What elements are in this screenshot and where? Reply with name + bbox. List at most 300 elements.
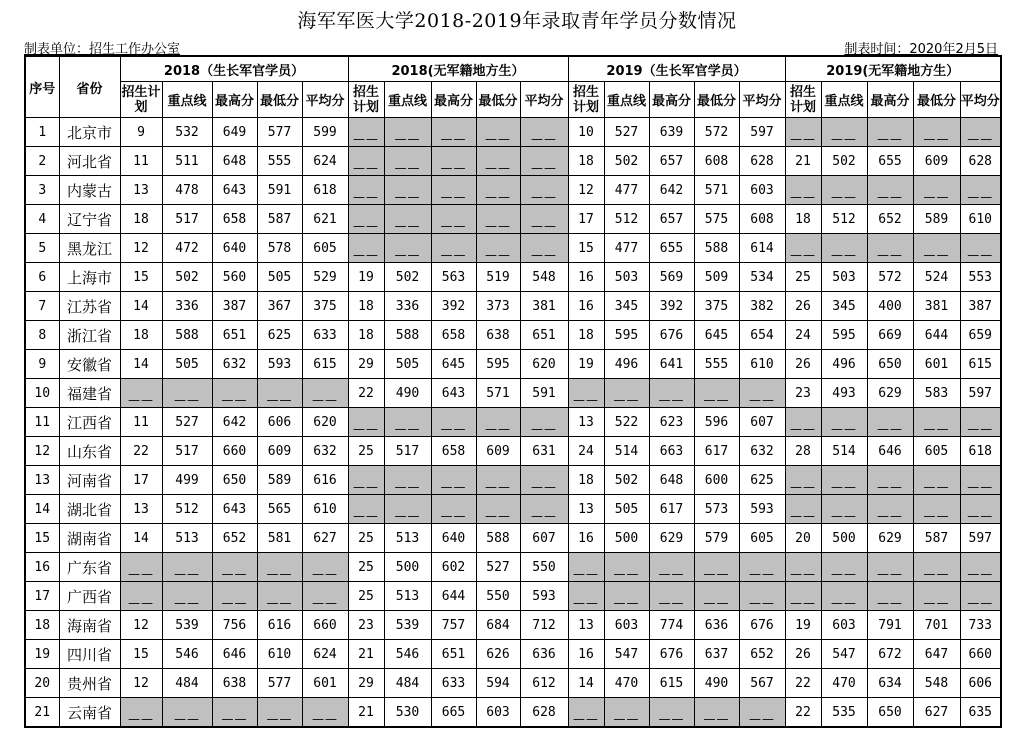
cell-not-applicable: ——: [604, 698, 649, 728]
cell-avg-score: 382: [739, 292, 785, 321]
cell-plan: 12: [120, 234, 162, 263]
cell-plan: 22: [120, 437, 162, 466]
cell-plan: 15: [120, 263, 162, 292]
cell-avg-score: 660: [302, 611, 348, 640]
cell-not-applicable: ——: [694, 698, 739, 728]
cell-max-score: 658: [431, 437, 476, 466]
cell-not-applicable: ——: [785, 553, 821, 582]
table-row: [25, 524, 1001, 553]
cell-plan: 11: [120, 408, 162, 437]
cell-min-score: 548: [913, 669, 960, 698]
cell-avg-score: 635: [960, 698, 1001, 728]
cell-not-applicable: ——: [302, 582, 348, 611]
cell-max-score: 643: [212, 176, 257, 205]
table-row: [25, 321, 1001, 350]
cell-min-score: 524: [913, 263, 960, 292]
cell-not-applicable: ——: [568, 582, 604, 611]
cell-min-score: 617: [694, 437, 739, 466]
cell-plan: 13: [568, 611, 604, 640]
cell-plan: 16: [568, 292, 604, 321]
cell-max-score: 774: [649, 611, 694, 640]
cell-avg-score: 605: [739, 524, 785, 553]
cell-avg-score: 628: [520, 698, 568, 728]
cell-max-score: 651: [212, 321, 257, 350]
cell-min-score: 637: [694, 640, 739, 669]
cell-not-applicable: ——: [162, 553, 212, 582]
row-province: 福建省: [59, 379, 120, 408]
cell-min-score: 572: [694, 118, 739, 147]
cell-max-score: 791: [867, 611, 913, 640]
table-row: [25, 466, 1001, 495]
cell-avg-score: 550: [520, 553, 568, 582]
cell-not-applicable: ——: [913, 553, 960, 582]
table-row: [25, 176, 1001, 205]
cell-not-applicable: ——: [960, 234, 1001, 263]
cell-max-score: 660: [212, 437, 257, 466]
cell-avg-score: 567: [739, 669, 785, 698]
row-index: 20: [25, 669, 59, 698]
cell-not-applicable: ——: [649, 379, 694, 408]
cell-avg-score: 733: [960, 611, 1001, 640]
cell-key-line: 532: [162, 118, 212, 147]
cell-not-applicable: ——: [821, 582, 867, 611]
cell-key-line: 500: [821, 524, 867, 553]
cell-not-applicable: ——: [348, 466, 384, 495]
cell-not-applicable: ——: [476, 234, 520, 263]
table-body: [25, 118, 1001, 728]
cell-key-line: 503: [821, 263, 867, 292]
header-min-score: 最低分: [257, 82, 302, 118]
row-province: 湖南省: [59, 524, 120, 553]
cell-not-applicable: ——: [476, 176, 520, 205]
cell-plan: 18: [120, 321, 162, 350]
cell-not-applicable: ——: [785, 582, 821, 611]
cell-not-applicable: ——: [257, 698, 302, 728]
cell-key-line: 477: [604, 234, 649, 263]
cell-plan: 28: [785, 437, 821, 466]
cell-not-applicable: ——: [913, 176, 960, 205]
cell-not-applicable: ——: [867, 466, 913, 495]
cell-plan: 21: [348, 698, 384, 728]
header-group-row: [25, 56, 1001, 82]
cell-min-score: 381: [913, 292, 960, 321]
header-key-line: 重点线: [604, 82, 649, 118]
page-title: 海军军医大学2018-2019年录取青年学员分数情况: [297, 10, 737, 32]
cell-max-score: 629: [867, 379, 913, 408]
cell-max-score: 560: [212, 263, 257, 292]
header-key-line: 重点线: [821, 82, 867, 118]
cell-key-line: 514: [604, 437, 649, 466]
cell-not-applicable: ——: [867, 408, 913, 437]
cell-min-score: 595: [476, 350, 520, 379]
cell-max-score: 652: [867, 205, 913, 234]
cell-not-applicable: ——: [821, 495, 867, 524]
row-province: 北京市: [59, 118, 120, 147]
cell-min-score: 550: [476, 582, 520, 611]
cell-max-score: 650: [867, 350, 913, 379]
cell-min-score: 555: [694, 350, 739, 379]
cell-max-score: 569: [649, 263, 694, 292]
header-group-2018-civilian: 2018(无军籍地方生）: [348, 56, 568, 82]
cell-avg-score: 618: [960, 437, 1001, 466]
cell-key-line: 336: [384, 292, 431, 321]
cell-plan: 22: [785, 669, 821, 698]
cell-avg-score: 375: [302, 292, 348, 321]
cell-min-score: 605: [913, 437, 960, 466]
score-table: [24, 55, 1002, 728]
cell-not-applicable: ——: [476, 118, 520, 147]
cell-not-applicable: ——: [867, 553, 913, 582]
cell-max-score: 672: [867, 640, 913, 669]
cell-not-applicable: ——: [520, 176, 568, 205]
cell-min-score: 573: [694, 495, 739, 524]
row-index: 17: [25, 582, 59, 611]
cell-plan: 13: [120, 176, 162, 205]
row-index: 18: [25, 611, 59, 640]
cell-min-score: 684: [476, 611, 520, 640]
cell-min-score: 610: [257, 640, 302, 669]
cell-min-score: 603: [476, 698, 520, 728]
cell-min-score: 509: [694, 263, 739, 292]
cell-avg-score: 627: [302, 524, 348, 553]
cell-min-score: 583: [913, 379, 960, 408]
cell-not-applicable: ——: [384, 495, 431, 524]
cell-avg-score: 591: [520, 379, 568, 408]
cell-not-applicable: ——: [384, 147, 431, 176]
cell-plan: 17: [568, 205, 604, 234]
cell-not-applicable: ——: [913, 495, 960, 524]
cell-max-score: 650: [212, 466, 257, 495]
cell-avg-score: 597: [739, 118, 785, 147]
cell-min-score: 577: [257, 669, 302, 698]
cell-plan: 12: [120, 669, 162, 698]
cell-plan: 25: [348, 437, 384, 466]
cell-not-applicable: ——: [212, 698, 257, 728]
cell-key-line: 502: [604, 466, 649, 495]
cell-plan: 13: [568, 495, 604, 524]
cell-key-line: 336: [162, 292, 212, 321]
cell-min-score: 616: [257, 611, 302, 640]
cell-not-applicable: ——: [867, 582, 913, 611]
cell-not-applicable: ——: [867, 234, 913, 263]
cell-key-line: 522: [604, 408, 649, 437]
cell-not-applicable: ——: [302, 698, 348, 728]
cell-plan: 24: [568, 437, 604, 466]
row-index: 2: [25, 147, 59, 176]
cell-key-line: 595: [821, 321, 867, 350]
cell-min-score: 555: [257, 147, 302, 176]
row-index: 14: [25, 495, 59, 524]
cell-not-applicable: ——: [212, 553, 257, 582]
cell-max-score: 756: [212, 611, 257, 640]
header-min-score: 最低分: [913, 82, 960, 118]
cell-max-score: 648: [212, 147, 257, 176]
cell-not-applicable: ——: [821, 408, 867, 437]
cell-not-applicable: ——: [348, 205, 384, 234]
cell-key-line: 345: [604, 292, 649, 321]
cell-key-line: 484: [162, 669, 212, 698]
cell-not-applicable: ——: [960, 495, 1001, 524]
cell-max-score: 676: [649, 321, 694, 350]
cell-max-score: 632: [212, 350, 257, 379]
cell-not-applicable: ——: [520, 118, 568, 147]
row-province: 海南省: [59, 611, 120, 640]
cell-not-applicable: ——: [384, 118, 431, 147]
cell-max-score: 563: [431, 263, 476, 292]
cell-avg-score: 610: [302, 495, 348, 524]
header-index: 序号: [25, 56, 59, 118]
cell-min-score: 596: [694, 408, 739, 437]
cell-plan: 11: [120, 147, 162, 176]
cell-min-score: 527: [476, 553, 520, 582]
header-avg-score: 平均分: [520, 82, 568, 118]
cell-avg-score: 607: [739, 408, 785, 437]
table-row: [25, 350, 1001, 379]
cell-plan: 22: [348, 379, 384, 408]
cell-avg-score: 593: [739, 495, 785, 524]
cell-not-applicable: ——: [476, 408, 520, 437]
cell-min-score: 571: [694, 176, 739, 205]
header-max-score: 最高分: [649, 82, 694, 118]
cell-min-score: 588: [476, 524, 520, 553]
cell-min-score: 638: [476, 321, 520, 350]
cell-not-applicable: ——: [348, 176, 384, 205]
cell-max-score: 644: [431, 582, 476, 611]
cell-not-applicable: ——: [431, 176, 476, 205]
cell-max-score: 655: [867, 147, 913, 176]
row-index: 12: [25, 437, 59, 466]
cell-avg-score: 610: [960, 205, 1001, 234]
cell-key-line: 535: [821, 698, 867, 728]
cell-avg-score: 605: [302, 234, 348, 263]
cell-not-applicable: ——: [302, 553, 348, 582]
cell-not-applicable: ——: [649, 553, 694, 582]
cell-avg-score: 599: [302, 118, 348, 147]
issuing-unit: 制表单位：招生工作办公室: [24, 42, 181, 57]
cell-min-score: 589: [913, 205, 960, 234]
cell-key-line: 345: [821, 292, 867, 321]
cell-not-applicable: ——: [431, 495, 476, 524]
cell-not-applicable: ——: [960, 176, 1001, 205]
row-index: 19: [25, 640, 59, 669]
cell-max-score: 657: [649, 147, 694, 176]
row-index: 10: [25, 379, 59, 408]
cell-max-score: 643: [212, 495, 257, 524]
cell-min-score: 577: [257, 118, 302, 147]
cell-min-score: 587: [913, 524, 960, 553]
issue-date: 制表时间：2020年2月5日: [844, 42, 998, 57]
cell-max-score: 757: [431, 611, 476, 640]
cell-not-applicable: ——: [960, 118, 1001, 147]
cell-plan: 14: [568, 669, 604, 698]
cell-key-line: 603: [821, 611, 867, 640]
cell-key-line: 547: [604, 640, 649, 669]
cell-key-line: 502: [604, 147, 649, 176]
row-province: 黑龙江: [59, 234, 120, 263]
cell-key-line: 470: [604, 669, 649, 698]
cell-max-score: 640: [431, 524, 476, 553]
cell-min-score: 571: [476, 379, 520, 408]
cell-key-line: 514: [821, 437, 867, 466]
cell-key-line: 588: [384, 321, 431, 350]
cell-avg-score: 659: [960, 321, 1001, 350]
cell-not-applicable: ——: [384, 234, 431, 263]
cell-not-applicable: ——: [739, 698, 785, 728]
cell-not-applicable: ——: [476, 495, 520, 524]
cell-key-line: 512: [821, 205, 867, 234]
header-group-2019-officer: 2019（生长军官学员）: [568, 56, 785, 82]
cell-avg-score: 620: [302, 408, 348, 437]
cell-avg-score: 534: [739, 263, 785, 292]
table-row: [25, 379, 1001, 408]
cell-key-line: 513: [384, 582, 431, 611]
cell-min-score: 606: [257, 408, 302, 437]
row-province: 山东省: [59, 437, 120, 466]
cell-avg-score: 660: [960, 640, 1001, 669]
cell-avg-score: 612: [520, 669, 568, 698]
cell-max-score: 649: [212, 118, 257, 147]
cell-not-applicable: ——: [821, 553, 867, 582]
cell-not-applicable: ——: [785, 466, 821, 495]
cell-min-score: 373: [476, 292, 520, 321]
cell-avg-score: 553: [960, 263, 1001, 292]
cell-not-applicable: ——: [431, 147, 476, 176]
cell-plan: 20: [785, 524, 821, 553]
cell-max-score: 642: [649, 176, 694, 205]
row-province: 江西省: [59, 408, 120, 437]
cell-max-score: 655: [649, 234, 694, 263]
cell-plan: 25: [348, 582, 384, 611]
cell-plan: 21: [785, 147, 821, 176]
cell-key-line: 500: [604, 524, 649, 553]
cell-min-score: 519: [476, 263, 520, 292]
cell-not-applicable: ——: [520, 205, 568, 234]
cell-avg-score: 597: [960, 524, 1001, 553]
cell-max-score: 645: [431, 350, 476, 379]
cell-plan: 15: [120, 640, 162, 669]
cell-key-line: 499: [162, 466, 212, 495]
cell-plan: 12: [568, 176, 604, 205]
cell-min-score: 593: [257, 350, 302, 379]
cell-plan: 19: [348, 263, 384, 292]
cell-avg-score: 608: [739, 205, 785, 234]
row-province: 湖北省: [59, 495, 120, 524]
cell-key-line: 539: [162, 611, 212, 640]
cell-max-score: 629: [649, 524, 694, 553]
cell-not-applicable: ——: [604, 553, 649, 582]
cell-max-score: 658: [431, 321, 476, 350]
cell-max-score: 634: [867, 669, 913, 698]
cell-not-applicable: ——: [568, 553, 604, 582]
header-max-score: 最高分: [431, 82, 476, 118]
cell-max-score: 650: [867, 698, 913, 728]
table-row: [25, 118, 1001, 147]
cell-plan: 18: [568, 147, 604, 176]
cell-key-line: 513: [162, 524, 212, 553]
cell-min-score: 591: [257, 176, 302, 205]
cell-key-line: 517: [384, 437, 431, 466]
cell-min-score: 587: [257, 205, 302, 234]
cell-avg-score: 652: [739, 640, 785, 669]
cell-not-applicable: ——: [384, 176, 431, 205]
cell-min-score: 701: [913, 611, 960, 640]
cell-plan: 25: [785, 263, 821, 292]
cell-not-applicable: ——: [649, 698, 694, 728]
cell-max-score: 640: [212, 234, 257, 263]
cell-plan: 12: [120, 611, 162, 640]
cell-not-applicable: ——: [431, 234, 476, 263]
cell-avg-score: 636: [520, 640, 568, 669]
row-index: 7: [25, 292, 59, 321]
cell-min-score: 608: [694, 147, 739, 176]
cell-not-applicable: ——: [212, 582, 257, 611]
cell-key-line: 490: [384, 379, 431, 408]
cell-key-line: 484: [384, 669, 431, 698]
cell-max-score: 639: [649, 118, 694, 147]
header-avg-score: 平均分: [302, 82, 348, 118]
header-min-score: 最低分: [476, 82, 520, 118]
cell-not-applicable: ——: [520, 234, 568, 263]
cell-max-score: 676: [649, 640, 694, 669]
cell-plan: 10: [568, 118, 604, 147]
cell-not-applicable: ——: [785, 234, 821, 263]
cell-key-line: 470: [821, 669, 867, 698]
cell-max-score: 400: [867, 292, 913, 321]
row-index: 5: [25, 234, 59, 263]
cell-not-applicable: ——: [384, 466, 431, 495]
cell-min-score: 626: [476, 640, 520, 669]
row-index: 1: [25, 118, 59, 147]
cell-plan: 24: [785, 321, 821, 350]
cell-min-score: 647: [913, 640, 960, 669]
cell-min-score: 581: [257, 524, 302, 553]
cell-not-applicable: ——: [960, 553, 1001, 582]
cell-not-applicable: ——: [867, 495, 913, 524]
cell-plan: 26: [785, 292, 821, 321]
cell-plan: 23: [348, 611, 384, 640]
cell-min-score: 627: [913, 698, 960, 728]
cell-plan: 26: [785, 640, 821, 669]
row-index: 13: [25, 466, 59, 495]
table-row: [25, 582, 1001, 611]
header-plan: 招生计划: [568, 82, 604, 118]
cell-not-applicable: ——: [431, 466, 476, 495]
row-index: 4: [25, 205, 59, 234]
cell-not-applicable: ——: [913, 118, 960, 147]
table-row: [25, 408, 1001, 437]
header-plan: 招生计划: [348, 82, 384, 118]
cell-avg-score: 603: [739, 176, 785, 205]
row-index: 21: [25, 698, 59, 728]
cell-not-applicable: ——: [785, 176, 821, 205]
cell-plan: 16: [568, 640, 604, 669]
cell-min-score: 505: [257, 263, 302, 292]
row-province: 广西省: [59, 582, 120, 611]
cell-plan: 29: [348, 350, 384, 379]
cell-avg-score: 632: [302, 437, 348, 466]
cell-not-applicable: ——: [520, 408, 568, 437]
cell-key-line: 472: [162, 234, 212, 263]
cell-avg-score: 621: [302, 205, 348, 234]
cell-not-applicable: ——: [120, 553, 162, 582]
cell-plan: 18: [348, 321, 384, 350]
cell-not-applicable: ——: [739, 582, 785, 611]
cell-max-score: 602: [431, 553, 476, 582]
cell-key-line: 500: [384, 553, 431, 582]
cell-min-score: 579: [694, 524, 739, 553]
cell-max-score: 387: [212, 292, 257, 321]
cell-plan: 18: [348, 292, 384, 321]
